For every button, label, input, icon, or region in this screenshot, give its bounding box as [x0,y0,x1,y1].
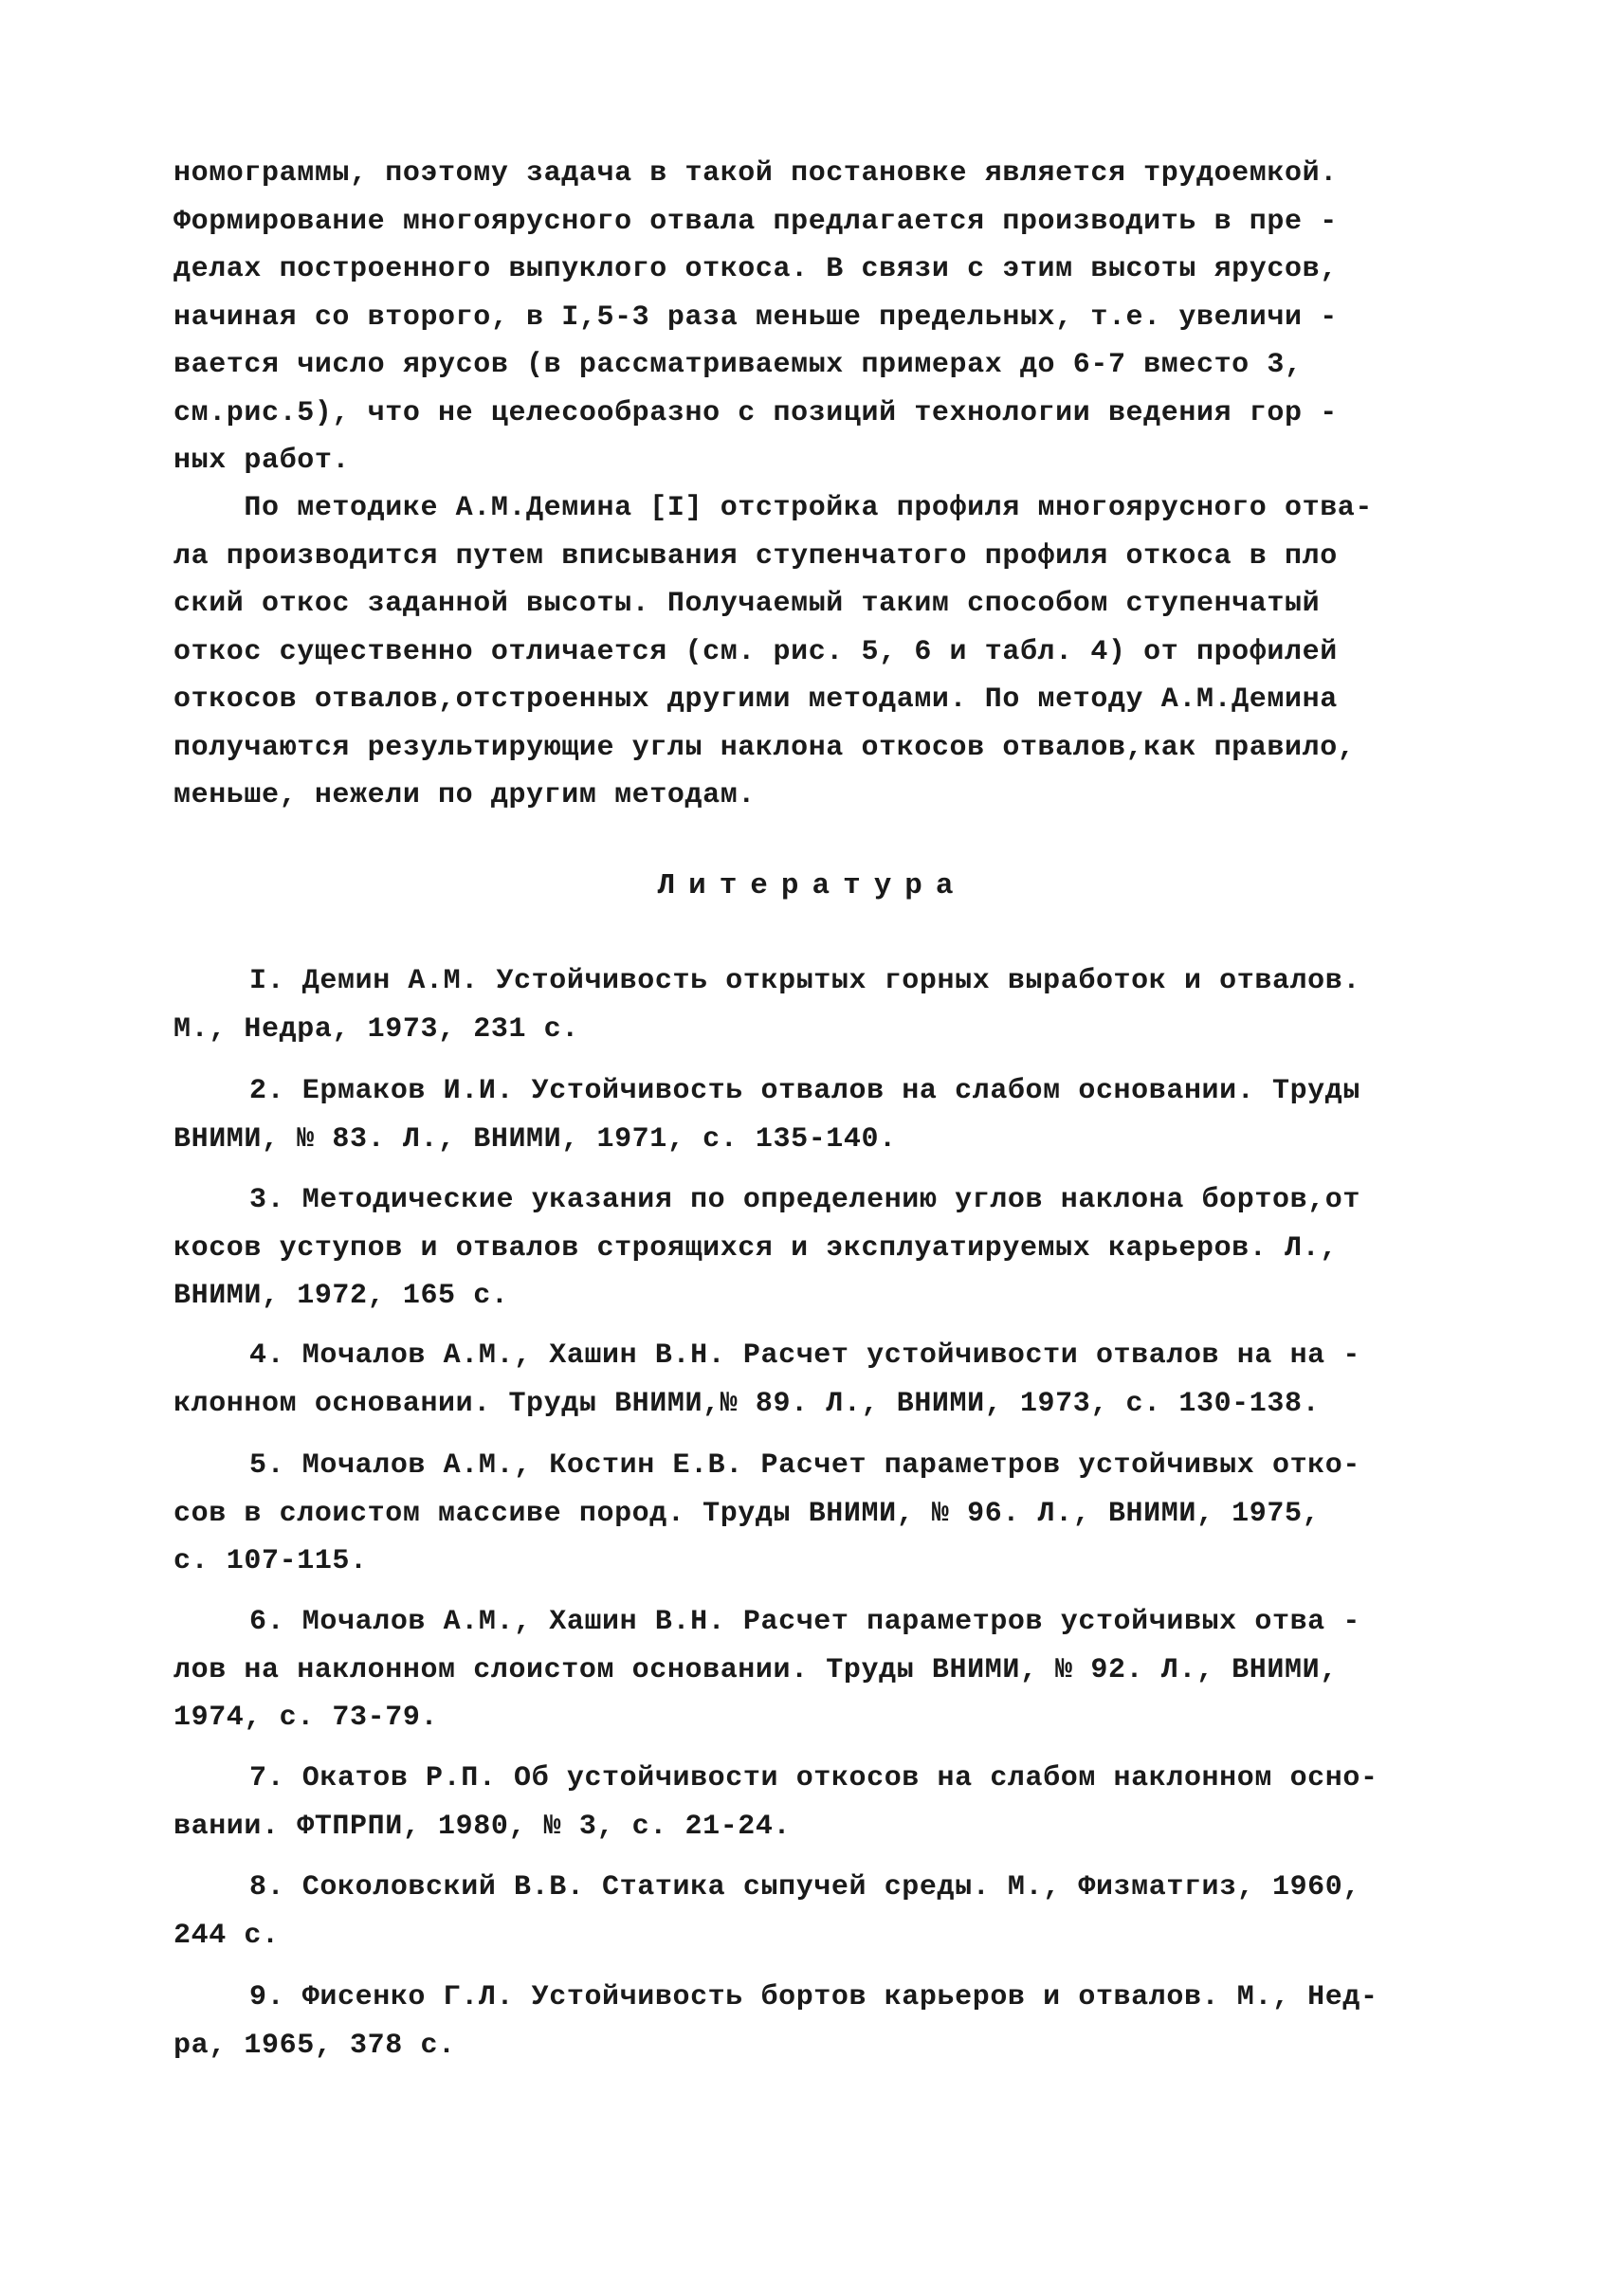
text-line: меньше, нежели по другим методам. [173,779,756,811]
reference-line: 244 с. [173,1919,280,1952]
reference-line: лов на наклонном слоистом основании. Труды ВНИМИ, № 92. Л., ВНИМИ, [173,1653,1338,1686]
reference-line: вании. ФТПРПИ, 1980, № 3, с. 21-24. [173,1810,792,1843]
text-line: вается число ярусов (в рассматриваемых примерах до 6-7 вместо 3, [173,349,1303,381]
reference-item [173,1176,1444,1321]
reference-line: М., Недра, 1973, 231 с. [173,1012,579,1046]
reference-line: 3. Методические указания по определению углов наклона бортов,от [249,1184,1360,1216]
text-line: получаются результирующие углы наклона откосов отвалов,как правило, [173,731,1356,764]
reference-line: I. Демин А.М. Устойчивость открытых горных выработок и отвалов. [249,965,1360,997]
text-line: По методике А.М.Демина [I] отстройка профиля многоярусного отва- [173,492,1373,524]
text-line: делах построенного выпуклого откоса. В связи с этим высоты ярусов, [173,253,1338,285]
reference-line: ра, 1965, 378 с. [173,2029,456,2062]
reference-line: 1974, с. 73-79. [173,1702,439,1734]
reference-item [173,1864,1444,1959]
reference-item [173,1755,1444,1850]
reference-item [173,1332,1444,1428]
reference-line: 7. Окатов Р.П. Об устойчивости откосов на слабом наклонном осно- [249,1762,1378,1794]
text-line: ла производится путем вписывания ступенчатого профиля откоса в пло [173,539,1338,573]
intro-paragraph [173,150,1444,485]
reference-line: 6. Мочалов А.М., Хашин В.Н. Расчет параметров устойчивых отва - [249,1606,1360,1638]
reference-line: 2. Ермаков И.И. Устойчивость отвалов на слабом основании. Труды [249,1075,1360,1107]
reference-line: клонном основании. Труды ВНИМИ,№ 89. Л., ВНИМИ, 1973, с. 130-138. [173,1387,1321,1420]
reference-line: 8. Соколовский В.В. Статика сыпучей среды. М., Физматгиз, 1960, [249,1871,1360,1903]
reference-item [173,1598,1444,1742]
reference-line: ВНИМИ, 1972, 165 с. [173,1280,509,1312]
reference-line: 4. Мочалов А.М., Хашин В.Н. Расчет устойчивости отвалов на на - [249,1339,1360,1372]
text-line: ский откос заданной высоты. Получаемый таким способом ступенчатый [173,588,1321,620]
text-line: номограммы, поэтому задача в такой постановке является трудоемкой. [173,157,1338,190]
reference-line: ВНИМИ, № 83. Л., ВНИМИ, 1971, с. 135-140. [173,1122,897,1156]
reference-line: с. 107-115. [173,1545,368,1577]
reference-item [173,1067,1444,1163]
text-line: см.рис.5), что не целесообразно с позиций технологии ведения гор - [173,396,1338,429]
text-line: откос существенно отличается (см. рис. 5, 6 и табл. 4) от профилей [173,635,1338,668]
reference-line: 5. Мочалов А.М., Костин Е.В. Расчет параметров устойчивых отко- [249,1449,1360,1482]
reference-line: сов в слоистом массиве пород. Труды ВНИМИ, № 96. Л., ВНИМИ, 1975, [173,1497,1321,1530]
reference-item [173,1974,1444,2069]
reference-item [173,957,1444,1053]
text-line: откосов отвалов,отстроенных другими методами. По методу А.М.Демина [173,683,1338,716]
text-line: Формирование многоярусного отвала предлагается производить в пре - [173,205,1338,238]
demin-method-paragraph [173,484,1444,820]
literature-heading: Литература [657,869,967,902]
reference-line: 9. Фисенко Г.Л. Устойчивость бортов карьеров и отвалов. М., Нед- [249,1981,1378,2013]
reference-item [173,1442,1444,1586]
text-line: начиная со второго, в I,5-3 раза меньше предельных, т.е. увеличи - [173,301,1338,334]
reference-line: косов уступов и отвалов строящихся и эксплуатируемых карьеров. Л., [173,1231,1338,1265]
text-line: ных работ. [173,445,351,477]
